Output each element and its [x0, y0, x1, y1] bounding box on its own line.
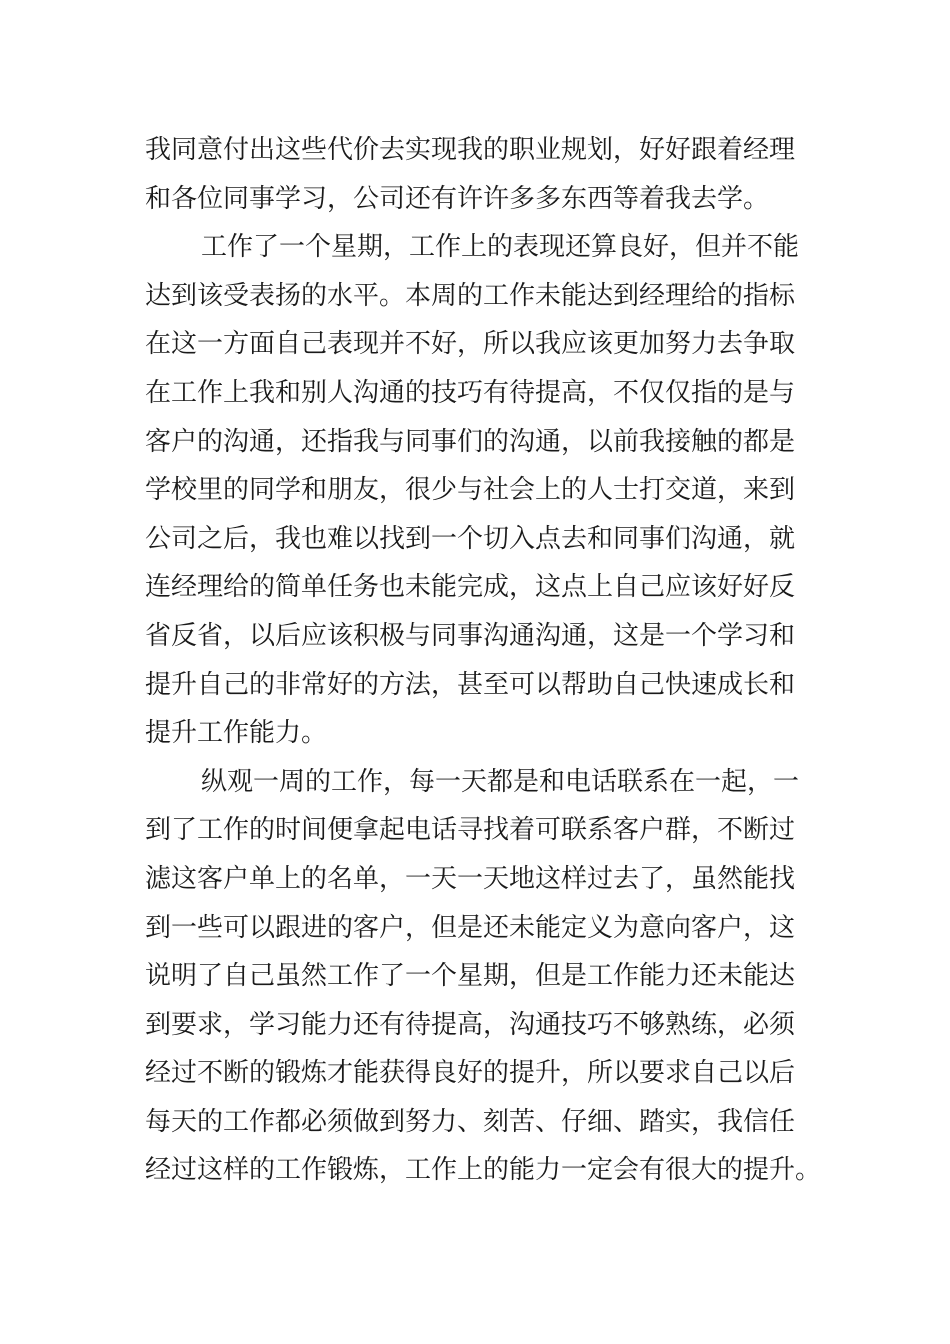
document-body	[145, 126, 822, 1195]
paragraph-2-line: 公司之后，我也难以找到一个切入点去和同事们沟通，就	[145, 523, 796, 554]
paragraph-1-line: 和各位同事学习，公司还有许许多多东西等着我去学。	[145, 183, 770, 214]
paragraph-2-line: 提升自己的非常好的方法，甚至可以帮助自己快速成长和	[145, 669, 796, 700]
paragraph-2-line: 在工作上我和别人沟通的技巧有待提高，不仅仅指的是与	[145, 377, 796, 408]
paragraph-3-line: 纵观一周的工作，每一天都是和电话联系在一起，一	[201, 766, 800, 797]
paragraph-2-line: 在这一方面自己表现并不好，所以我应该更加努力去争取	[145, 329, 796, 360]
paragraph-3-line: 每天的工作都必须做到努力、刻苦、仔细、踏实，我信任	[145, 1106, 796, 1137]
paragraph-3-line: 到一些可以跟进的客户，但是还未能定义为意向客户，这	[145, 912, 796, 943]
paragraph-2-line: 达到该受表扬的水平。本周的工作未能达到经理给的指标	[145, 280, 796, 311]
paragraph-2-line: 省反省，以后应该积极与同事沟通沟通，这是一个学习和	[145, 620, 796, 651]
paragraph-2-line: 提升工作能力。	[145, 718, 328, 749]
paragraph-2-line: 学校里的同学和朋友，很少与社会上的人士打交道，来到	[145, 475, 796, 506]
paragraph-3-line: 滤这客户单上的名单，一天一天地这样过去了，虽然能找	[145, 863, 796, 894]
paragraph-3-line: 到要求，学习能力还有待提高，沟通技巧不够熟练，必须	[145, 1009, 796, 1040]
paragraph-3-line: 到了工作的时间便拿起电话寻找着可联系客户群，不断过	[145, 815, 796, 846]
paragraph-2-line: 连经理给的简单任务也未能完成，这点上自己应该好好反	[145, 572, 796, 603]
paragraph-2-line: 客户的沟通，还指我与同事们的沟通，以前我接触的都是	[145, 426, 796, 457]
paragraph-3-line: 经过这样的工作锻炼，工作上的能力一定会有很大的提升。	[145, 1155, 822, 1186]
paragraph-3-line: 说明了自己虽然工作了一个星期，但是工作能力还未能达	[145, 961, 796, 992]
paragraph-3-line: 经过不断的锻炼才能获得良好的提升，所以要求自己以后	[145, 1058, 796, 1089]
paragraph-1-line: 我同意付出这些代价去实现我的职业规划，好好跟着经理	[145, 135, 796, 165]
paragraph-2-line: 工作了一个星期，工作上的表现还算良好，但并不能	[201, 232, 800, 263]
